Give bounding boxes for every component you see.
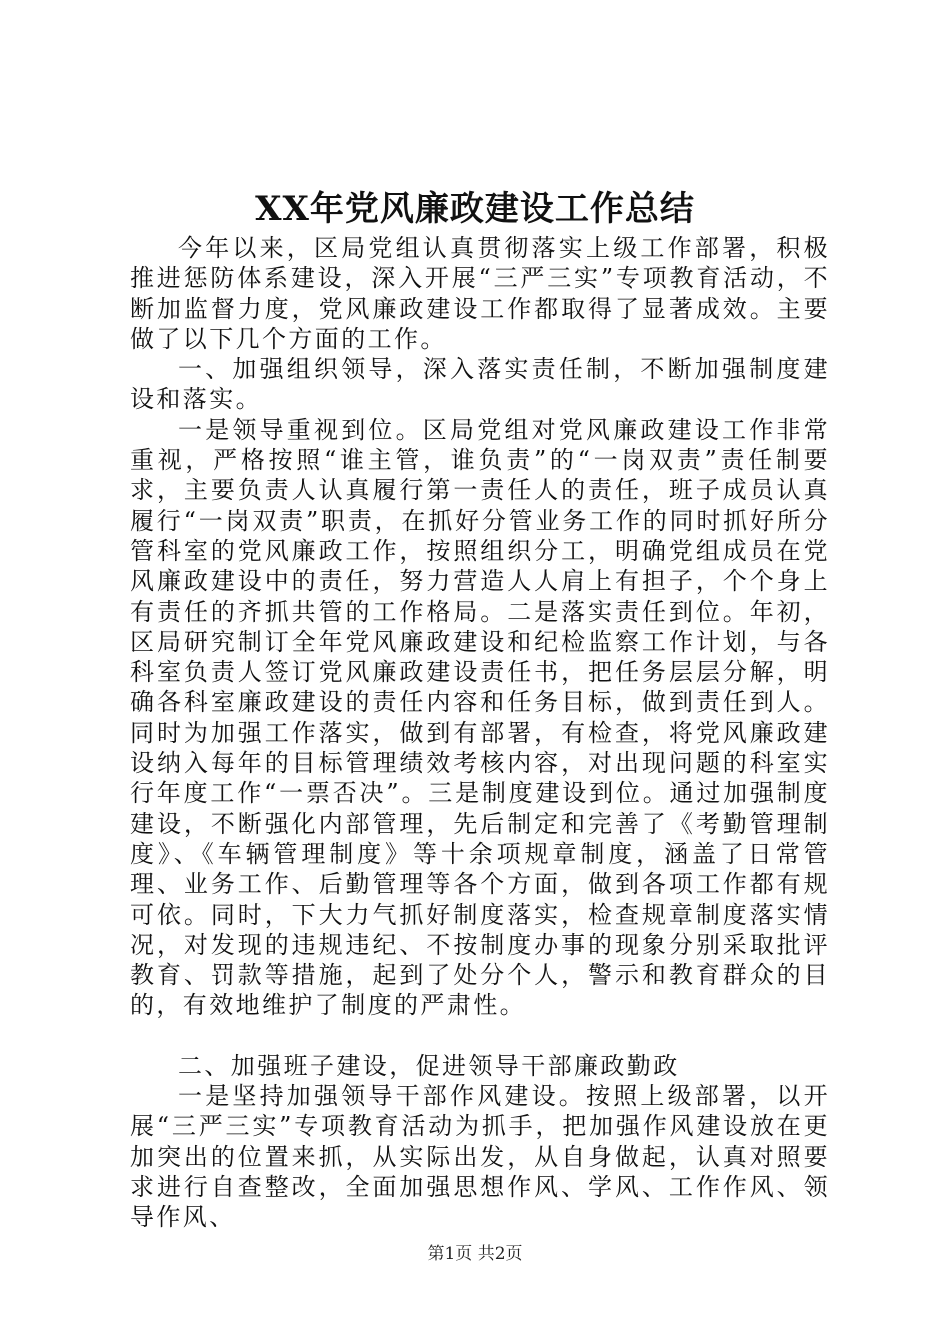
document-body [130, 233, 830, 1233]
paragraph-section-1-body: 一是领导重视到位。区局党组对党风廉政建设工作非常重视，严格按照“谁主管，谁负责”的“一岗双责”责任制要求，主要负责人认真履行第一责任人的责任，班子成员认真履行“一岗双责”职责，在抓好分管业务工作的同时抓好所分管科室的党风廉政工作，按照组织分工，明确党组成员在党风廉政建设中的责任，努力营造人人肩上有担子，个个身上有责任的齐抓共管的工作格局。二是落实责任到位。年初，区局研究制订全年党风廉政建设和纪检监察工作计划，与各科室负责人签订党风廉政建设责任书，把任务层层分解，明确各科室廉政建设的责任内容和任务目标，做到责任到人。同时为加强工作落实，做到有部署，有检查，将党风廉政建设纳入每年的目标管理绩效考核内容，对出现问题的科室实行年度工作“一票否决”。三是制度建设到位。通过加强制度建设，不断强化内部管理，先后制定和完善了《考勤管理制度》、《车辆管理制度》等十余项规章制度，涵盖了日常管理、业务工作、后勤管理等各个方面，做到各项工作都有规可依。同时，下大力气抓好制度落实，检查规章制度落实情况，对发现的违规违纪、不按制度办事的现象分别采取批评教育、罚款等措施，起到了处分个人，警示和教育群众的目的，有效地维护了制度的严肃性。 [130, 415, 830, 1020]
heading-section-1: 一、加强组织领导，深入落实责任制，不断加强制度建设和落实。 [130, 355, 830, 414]
heading-section-2: 二、加强班子建设，促进领导干部廉政勤政 [178, 1051, 680, 1080]
page-footer: 第1页 共2页 [427, 1244, 523, 1264]
paragraph-intro: 今年以来，区局党组认真贯彻落实上级工作部署，积极推进惩防体系建设，深入开展“三严三实”专项教育活动，不断加监督力度，党风廉政建设工作都取得了显著成效。主要做了以下几个方面的工作。 [130, 234, 830, 353]
page-title: XX年党风廉政建设工作总结 [255, 189, 695, 229]
paragraph-section-2-body: 一是坚持加强领导干部作风建设。按照上级部署，以开展“三严三实”专项教育活动为抓手，把加强作风建设放在更加突出的位置来抓，从实际出发，从自身做起，认真对照要求进行自查整改，全面加强思想作风、学风、工作作风、领导作风、 [130, 1082, 830, 1232]
